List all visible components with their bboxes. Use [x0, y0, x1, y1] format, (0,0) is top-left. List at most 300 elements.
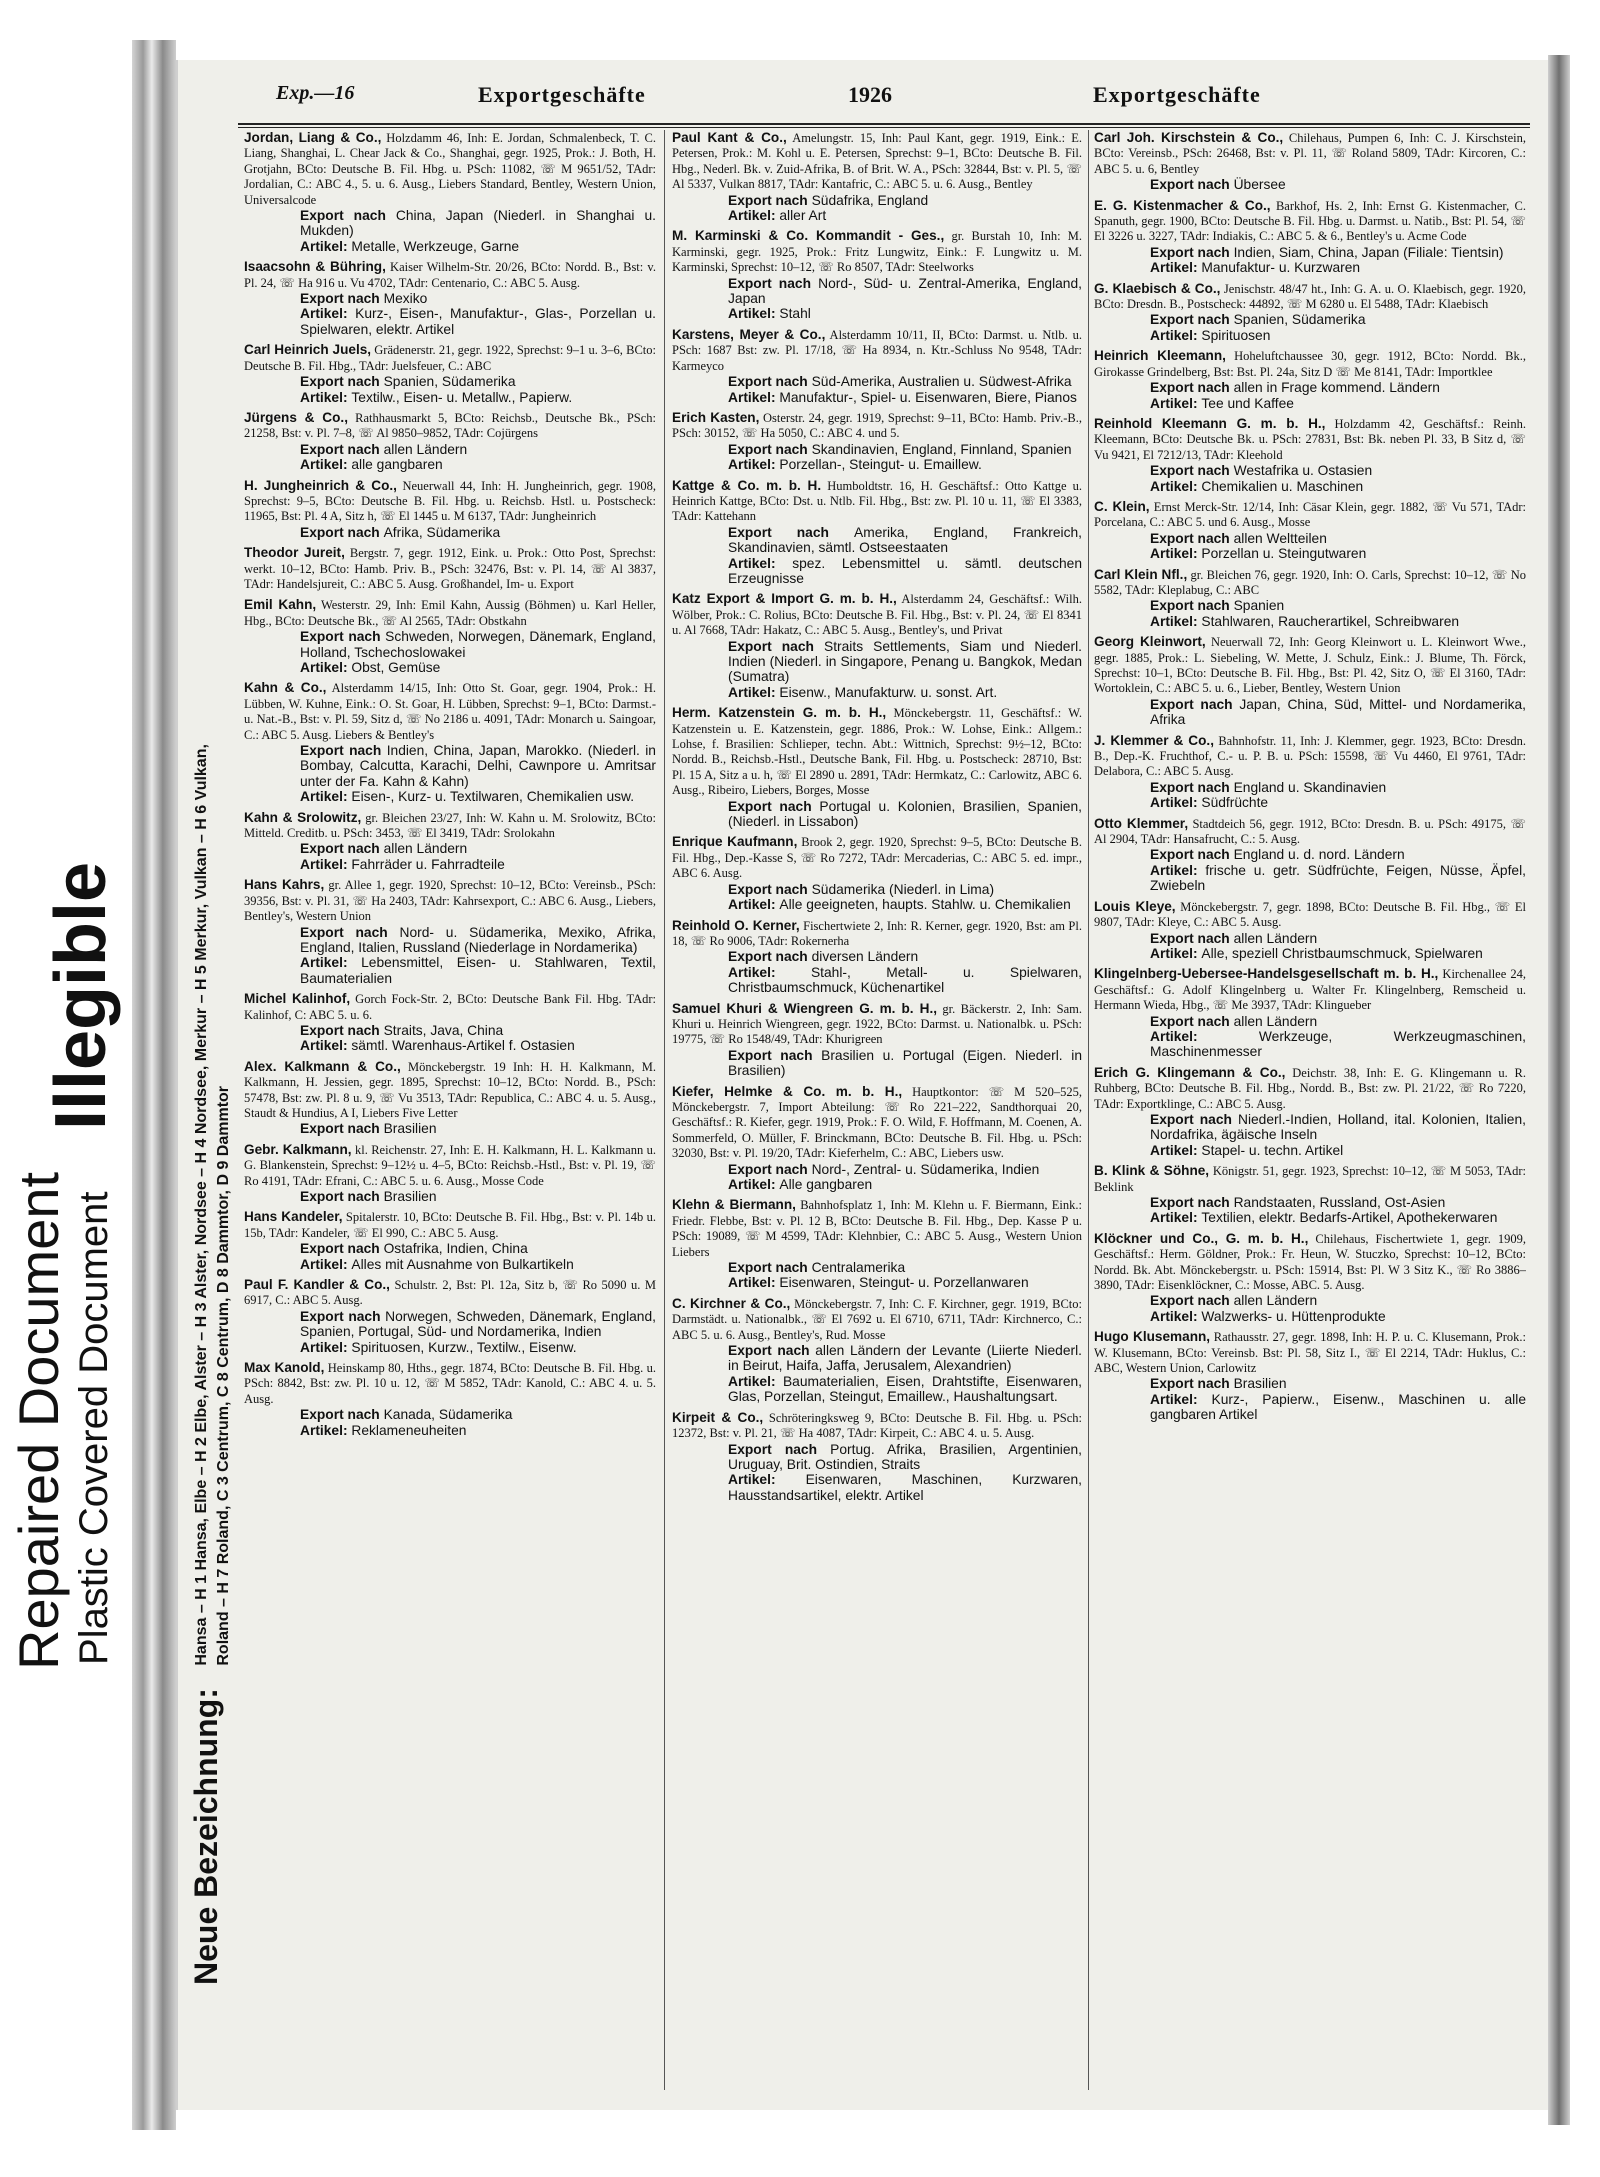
directory-entry — [244, 1209, 656, 1272]
article-line — [672, 390, 1082, 405]
firm-name: Max Kanold, — [244, 1360, 325, 1376]
export-label: Export nach — [728, 1047, 822, 1063]
article-list: Manufaktur-, Spiel- u. Eisenwaren, Biere, Pianos — [779, 389, 1077, 405]
export-destinations: allen Ländern — [1233, 930, 1318, 946]
export-label: Export nach — [1150, 380, 1234, 396]
export-label: Export nach — [300, 208, 396, 224]
article-list: Tee und Kaffee — [1201, 395, 1294, 411]
export-label: Export nach — [728, 638, 824, 654]
article-label: Artikel: — [728, 964, 811, 980]
entry-text — [672, 918, 1082, 950]
article-list: Textilien, elektr. Bedarfs-Artikel, Apothekerwaren — [1201, 1210, 1498, 1226]
article-list: Porzellan-, Steingut- u. Emaillew. — [779, 457, 982, 473]
directory-entry — [244, 810, 656, 873]
article-list: Eisenwaren, Maschinen, Kurzwaren, Hausstandsartikel, elektr. Artikel — [728, 1472, 1082, 1503]
article-line — [1094, 1309, 1526, 1324]
export-line — [244, 1241, 656, 1256]
firm-name: Kattge & Co. m. b. H. — [672, 477, 822, 493]
firm-name: Reinhold O. Kerner, — [672, 917, 800, 933]
entry-text — [1094, 130, 1526, 177]
export-line — [1094, 598, 1526, 613]
export-line — [244, 374, 656, 389]
firm-details: kl. Reichenstr. 27, Inh: E. H. Kalkmann, H. L. Kalkmann u. G. Blankenstein, Sprechst: 9–12½ u. 4–5, BCto: Reichsb.-Hstl., Bst: v. Pl. 19, ☏ Ro 4191, TAdr: Efrani, C.: ABC 5. u. 6. Ausg., Mosse Code — [244, 1142, 656, 1188]
export-destinations: Brasilien — [1233, 1376, 1287, 1392]
article-list: Spirituosen, Kurzw., Textilw., Eisenw. — [351, 1339, 577, 1355]
entry-text — [672, 130, 1082, 193]
directory-entry — [1094, 733, 1526, 811]
directory-entry — [672, 1084, 1082, 1193]
export-line — [1094, 847, 1526, 862]
entry-text — [1094, 899, 1526, 931]
export-label: Export nach — [300, 524, 384, 540]
export-destinations: Randstaaten, Russland, Ost-Asien — [1233, 1195, 1446, 1210]
export-destinations: Nord-, Zentral- u. Südamerika, Indien — [811, 1161, 1040, 1177]
article-line — [1094, 1143, 1526, 1158]
entry-text — [1094, 634, 1526, 697]
directory-entry — [1094, 634, 1526, 727]
firm-details: Bahnhofsplatz 1, Inh: M. Klehn u. F. Biermann, Eink.: Friedr. Flebbe, Bst: v. Pl. 12 B, BCto: Deutsche B. Fil. Hbg., Dep. Kasse P u. PSch: 19089, ☏ M 4599, TAdr: Klehnbier, C.: ABC 5. Ausg., Western Union Liebers — [672, 1198, 1082, 1259]
firm-name: Paul Kant & Co., — [672, 130, 787, 145]
export-label: Export nach — [728, 374, 812, 390]
article-list: Südfrüchte — [1201, 795, 1269, 811]
article-line — [1094, 946, 1526, 961]
article-label: Artikel: — [1150, 613, 1202, 629]
article-list: Kurz-, Eisen-, Manufaktur-, Glas-, Porzellan u. Spielwaren, elektr. Artikel — [300, 306, 656, 337]
export-line — [1094, 1112, 1526, 1143]
firm-details: Brook 2, gegr. 1920, Sprechst: 9–5, BCto: Deutsche B. Fil. Hbg., Dep.-Kasse S, ☏ Ro 7272, TAdr: Mercaderias, C.: ABC 5. ed. impr., ABC 6. Ausg. — [672, 835, 1082, 881]
entry-text — [244, 342, 656, 374]
export-line — [1094, 1293, 1526, 1308]
article-label: Artikel: — [728, 457, 780, 473]
article-label: Artikel: — [300, 306, 356, 322]
export-destinations: Niederl.-Indien, Holland, ital. Kolonien, Italien, Nordafrika, ägäische Inseln — [1150, 1111, 1526, 1143]
export-line — [1094, 312, 1526, 327]
article-label: Artikel: — [728, 897, 780, 913]
entry-text — [244, 130, 656, 208]
firm-name: Erich Kasten, — [672, 409, 760, 425]
export-label: Export nach — [1150, 779, 1234, 795]
firm-details: Rathausstr. 27, gegr. 1898, Inh: H. P. u. C. Klusemann, Prok.: W. Klusemann, BCto: Vereinsb. Bst: Pl. 58, Sitz I., ☏ El 2214, TAdr: Huklus, C.: ABC, Western Union, Carlowitz — [1094, 1330, 1526, 1376]
export-label: Export nach — [728, 1161, 812, 1177]
export-line — [1094, 245, 1526, 260]
firm-details: Fischertwiete 2, Inh: R. Kerner, gegr. 1920, Bst: am Pl. 18, ☏ Ro 9006, TAdr: Rokernerha — [672, 918, 1082, 948]
export-label: Export nach — [300, 1308, 386, 1324]
article-line — [1094, 863, 1526, 894]
firm-details: Ernst Merck-Str. 12/14, Inh: Cäsar Klein, gegr. 1882, ☏ Vu 571, TAdr: Porcelana, C.: ABC 5. und 6. Ausg., Mosse — [1094, 499, 1526, 530]
firm-details: Westerstr. 29, Inh: Emil Kahn, Aussig (Böhmen) u. Karl Heller, Hbg., BCto: Deutsche Bk., ☏ Al 2565, TAdr: Obstkahn — [244, 598, 656, 628]
notice-lines — [191, 744, 235, 1666]
firm-name: Carl Klein Nfl., — [1094, 566, 1188, 582]
article-label: Artikel: — [1150, 395, 1202, 411]
firm-name: Hans Kahrs, — [244, 877, 325, 893]
article-list: Alle, speziell Christbaumschmuck, Spielwaren — [1201, 945, 1483, 961]
directory-entry — [1094, 499, 1526, 562]
firm-name: Emil Kahn, — [244, 597, 317, 613]
directory-entry — [1094, 198, 1526, 276]
article-list: Spirituosen — [1201, 327, 1271, 343]
entry-text — [672, 410, 1082, 442]
article-label: Artikel: — [300, 660, 352, 675]
export-label: Export nach — [300, 841, 384, 857]
article-line — [672, 1275, 1082, 1290]
firm-details: Kirchenallee 24, Geschäftsf.: G. Adolf Klingelnberg u. Walter Fr. Klingelnberg, Remscheid u. Hermann Wieda, Hbg., ☏ Me 3937, TAdr: Klingueber — [1094, 967, 1526, 1013]
export-label: Export nach — [1150, 463, 1234, 479]
export-destinations: Indien, Siam, China, Japan (Filiale: Tientsin) — [1233, 244, 1504, 260]
export-line — [1094, 697, 1526, 728]
export-destinations: Brasilien u. Portugal (Eigen. Niederl. in Brasilien) — [728, 1047, 1082, 1079]
firm-name: Erich G. Klingemann & Co., — [1094, 1064, 1286, 1080]
export-destinations: Schweden, Norwegen, Dänemark, England, Holland, Tschechoslowakei — [300, 629, 656, 660]
page-binding — [132, 40, 176, 2130]
article-line — [1094, 1392, 1526, 1423]
article-label: Artikel: — [728, 306, 780, 322]
article-label: Artikel: — [300, 389, 352, 405]
export-label: Export nach — [300, 924, 400, 940]
article-list: Alle gangbaren — [779, 1177, 873, 1192]
firm-details: Barkhof, Hs. 2, Inh: Ernst G. Kistenmacher, C. Spanuth, gegr. 1900, BCto: Deutsche B. Fil. Hbg. u. Darmst. u. Natib., Bst: Pl. 54, ☏ El 3226 u. 3227, TAdr: Indiakis, C.: ABC 5. & 6., Bentley's u. Acme Code — [1094, 198, 1526, 244]
export-destinations: Süd-Amerika, Australien u. Südwest-Afrika — [811, 374, 1072, 390]
article-line — [244, 1340, 656, 1355]
firm-details: Hoheluftchaussee 30, gegr. 1912, BCto: Nordd. Bk., Girokasse Grindelberg, Bst: Bst. Pl. 24a, Sitz D ☏ Me 8141, TAdr: Importklee — [1094, 349, 1526, 379]
entry-text — [244, 1209, 656, 1241]
export-line — [244, 1189, 656, 1204]
export-line — [672, 1048, 1082, 1079]
directory-entry — [672, 410, 1082, 473]
export-line — [244, 743, 656, 789]
article-label: Artikel: — [300, 1256, 352, 1272]
firm-name: Michel Kalinhof, — [244, 991, 351, 1007]
article-label: Artikel: — [1150, 327, 1202, 343]
entry-text — [244, 991, 656, 1023]
export-destinations: Indien, China, Japan, Marokko. (Niederl. in Bombay, Calcutta, Karachi, Delhi, Cawnpore u. Amritsar unter der Fa. Kahn & Kahn) — [300, 743, 656, 789]
article-label: Artikel: — [728, 555, 793, 571]
article-line — [1094, 795, 1526, 810]
stamp-repaired-document: Repaired Document — [7, 1171, 70, 1670]
entry-text — [1094, 816, 1526, 848]
article-label: Artikel: — [300, 1038, 352, 1054]
article-list: Stahlwaren, Raucherartikel, Schreibwaren — [1201, 613, 1460, 629]
entry-text — [672, 327, 1082, 374]
article-label: Artikel: — [1150, 546, 1202, 562]
header-rule — [238, 123, 1530, 125]
firm-details: Königstr. 51, gegr. 1923, Sprechst: 10–12, ☏ M 5053, TAdr: Beklink — [1094, 1164, 1526, 1194]
article-label: Artikel: — [1150, 1028, 1259, 1044]
export-line — [672, 1260, 1082, 1275]
article-line — [1094, 614, 1526, 629]
directory-entry — [672, 1001, 1082, 1079]
firm-name: Enrique Kaufmann, — [672, 834, 798, 850]
firm-name: C. Klein, — [1094, 498, 1150, 514]
firm-details: Osterstr. 24, gegr. 1919, Sprechst: 9–11, BCto: Hamb. Priv.-B., PSch: 30152, ☏ Ha 5050, C.: ABC 4. und 5. — [672, 410, 1082, 441]
entry-text — [244, 1360, 656, 1407]
export-label: Export nach — [728, 441, 812, 457]
export-label: Export nach — [1150, 598, 1234, 614]
export-destinations: Mexiko — [383, 291, 428, 307]
column-2 — [672, 130, 1082, 2050]
export-line — [1094, 931, 1526, 946]
export-label: Export nach — [1150, 930, 1234, 946]
firm-name: Klehn & Biermann, — [672, 1197, 796, 1213]
firm-name: G. Klaebisch & Co., — [1094, 280, 1221, 296]
column-3 — [1094, 130, 1526, 1985]
export-line — [672, 1162, 1082, 1177]
article-line — [1094, 396, 1526, 411]
export-line — [1094, 780, 1526, 795]
article-label: Artikel: — [1150, 1210, 1202, 1226]
firm-details: Gorch Fock-Str. 2, BCto: Deutsche Bank Fil. Hbg. TAdr: Kalinhof, C: ABC 5. u. 6. — [244, 992, 656, 1022]
export-line — [244, 291, 656, 306]
article-list: Fahrräder u. Fahrradteile — [351, 856, 505, 872]
article-line — [244, 789, 656, 804]
firm-name: Jürgens & Co., — [244, 409, 348, 425]
entry-text — [1094, 1163, 1526, 1195]
article-list: spez. Lebensmittel u. sämtl. deutschen Erzeugnisse — [728, 555, 1082, 586]
entry-text — [672, 1084, 1082, 1162]
firm-details: Kaiser Wilhelm-Str. 20/26, BCto: Nordd. B., Bst: v. Pl. 24, ☏ Ha 916 u. Vu 4702, TAdr: Centenario, C.: ABC 5. Ausg. — [244, 260, 656, 290]
export-destinations: Afrika, Südamerika — [383, 524, 501, 540]
directory-entry — [1094, 567, 1526, 630]
directory-entry — [1094, 281, 1526, 344]
article-list: Stapel- u. techn. Artikel — [1201, 1142, 1344, 1158]
entry-text — [672, 478, 1082, 525]
export-label: Export nach — [1150, 1376, 1234, 1392]
article-list: frische u. getr. Südfrüchte, Feigen, Nüsse, Äpfel, Zwiebeln — [1150, 862, 1526, 894]
firm-details: Alsterdamm 24, Geschäftsf.: Wilh. Wölber, Prok.: C. Rolius, BCto: Deutsche B. Fil. Hbg., Bst: v. Pl. 24, ☏ El 8341 u. Al 7668, TAdr: Hakatz, C.: ABC 5. Ausg., Bentley's, und Privat — [672, 592, 1082, 638]
notice-heading: Neue Bezeichnung: — [188, 1688, 224, 1985]
article-list: Alles mit Ausnahme von Bulkartikeln — [351, 1256, 574, 1272]
entry-text — [244, 1142, 656, 1189]
export-destinations: China, Japan (Niederl. in Shanghai u. Mukden) — [300, 208, 656, 239]
firm-name: Isaacsohn & Bühring, — [244, 259, 386, 275]
directory-entry — [672, 918, 1082, 996]
export-line — [672, 442, 1082, 457]
firm-name: H. Jungheinrich & Co., — [244, 477, 397, 493]
export-destinations: Spanien, Südamerika — [383, 374, 516, 390]
header-rule-thin — [238, 127, 1530, 128]
export-destinations: Übersee — [1233, 177, 1286, 193]
export-label: Export nach — [300, 1121, 384, 1137]
article-list: Reklameneuheiten — [351, 1422, 467, 1438]
firm-details: Alsterdamm 10/11, II, BCto: Darmst. u. Ntlb. u. PSch: 1687 Bst: zw. Pl. 17/18, ☏ Ha 8934, n. Ktr.-Schluss No 9548, TAdr: Karmeyco — [672, 327, 1082, 373]
firm-name: Heinrich Kleemann, — [1094, 348, 1226, 364]
firm-details: gr. Bäckerstr. 2, Inh: Sam. Khuri u. Heinrich Wiengreen, gegr. 1922, BCto: Darmst. u. Nationalbk. u. PSch: 19775, ☏ Ro 1548/49, TAdr: Khurigreen — [672, 1001, 1082, 1047]
article-list: Manufaktur- u. Kurzwaren — [1201, 260, 1361, 276]
export-label: Export nach — [1150, 696, 1240, 712]
entry-text — [672, 705, 1082, 798]
export-destinations: Amerika, England, Frankreich, Skandinavien, sämtl. Ostseestaaten — [728, 524, 1082, 556]
firm-details: Deichstr. 38, Inh: E. G. Klingemann u. R. Ruhberg, BCto: Deutsche B. Fil. Hbg., Nordd. B., Bst: zw. Pl. 21/22, ☏ Ro 7220, TAdr: Exportklinge, C.: ABC 5. Ausg. — [1094, 1065, 1526, 1111]
article-label: Artikel: — [728, 1275, 780, 1291]
entry-text — [1094, 1329, 1526, 1376]
firm-name: Reinhold Kleemann G. m. b. H., — [1094, 415, 1326, 431]
export-label: Export nach — [300, 1241, 384, 1257]
export-line — [1094, 1376, 1526, 1391]
page-number: Exp.—16 — [276, 82, 355, 104]
article-label: Artikel: — [728, 1373, 783, 1389]
notice-line-1: Hansa – H 1 Hansa, Elbe – H 2 Elbe, Alster – H 3 Alster, Nordsee – H 4 Nordsee, Merkur – H 5 Merkur, Vulkan – H 6 Vulkan, — [192, 744, 210, 1666]
export-label: Export nach — [300, 1189, 384, 1204]
export-label: Export nach — [1150, 1013, 1234, 1029]
export-label: Export nach — [300, 1022, 384, 1038]
entry-text — [1094, 499, 1526, 531]
export-destinations: Ostafrika, Indien, China — [383, 1241, 528, 1257]
export-line — [672, 949, 1082, 964]
firm-name: Jordan, Liang & Co., — [244, 130, 382, 145]
directory-entry — [672, 834, 1082, 912]
article-list: Lebensmittel, Eisen- u. Stahlwaren, Textil, Baumaterialien — [300, 955, 656, 986]
article-label: Artikel: — [300, 238, 352, 254]
export-label: Export nach — [728, 1343, 816, 1359]
directory-entry — [244, 1360, 656, 1438]
export-destinations: Kanada, Südamerika — [383, 1407, 513, 1423]
firm-name: Hugo Klusemann, — [1094, 1329, 1211, 1345]
export-destinations: allen Ländern — [1233, 1013, 1318, 1029]
export-label: Export nach — [1150, 847, 1234, 863]
export-destinations: Japan, China, Süd, Mittel- und Nordamerika, Afrika — [1150, 696, 1526, 728]
article-label: Artikel: — [728, 389, 780, 405]
firm-details: Chilehaus, Fischertwiete 1, gegr. 1909, Geschäftsf.: Herm. Göldner, Prok.: Fr. Heun, W. Stuczko, Sprechst: 10–12, BCto: Nordd. Bk. Abt. Mönckebergstr. u. PSch: 15914, Bst: Pl. W 3 Sitz K., ☏ Ro 3886–3890, TAdr: Eisenklöckner, C.: Mosse, ABC. 5. Ausg. — [1094, 1231, 1526, 1293]
column-divider — [1088, 130, 1089, 2090]
export-line — [244, 1121, 656, 1136]
directory-entry — [672, 478, 1082, 587]
export-destinations: England u. Skandinavien — [1233, 779, 1387, 795]
article-list: Eisen-, Kurz- u. Textilwaren, Chemikalien usw. — [351, 789, 635, 805]
directory-entry — [244, 1277, 656, 1355]
firm-details: Schulstr. 2, Bst: Pl. 12a, Sitz b, ☏ Ro 5090 u. M 6917, C.: ABC 5. Ausg. — [244, 1278, 656, 1308]
export-line — [244, 208, 656, 239]
directory-entry — [1094, 1065, 1526, 1158]
export-label: Export nach — [1150, 1111, 1238, 1127]
entry-text — [672, 1197, 1082, 1260]
firm-details: Schröteringksweg 9, BCto: Deutsche B. Fil. Hbg. u. PSch: 12372, Bst: v. Pl. 21, ☏ Ha 4087, TAdr: Kirpeit, C.: ABC 4. u. 5. Ausg. — [672, 1410, 1082, 1441]
article-list: Obst, Gemüse — [351, 660, 441, 675]
article-label: Artikel: — [1150, 1308, 1202, 1324]
firm-details: Stadtdeich 56, gegr. 1912, BCto: Dresdn. B. u. PSch: 49175, ☏ Al 2904, TAdr: Hansafrucht, C.: 5. Ausg. — [1094, 816, 1526, 847]
export-destinations: allen in Frage kommend. Ländern — [1233, 380, 1440, 396]
article-line — [672, 1177, 1082, 1192]
entry-text — [1094, 1065, 1526, 1112]
export-line — [244, 925, 656, 956]
entry-text — [244, 478, 656, 525]
entry-text — [1094, 567, 1526, 599]
entry-text — [672, 1001, 1082, 1048]
article-list: Stahl-, Metall- u. Spielwaren, Christbaumschmuck, Küchenartikel — [728, 964, 1082, 996]
export-line — [672, 276, 1082, 307]
article-line — [1094, 260, 1526, 275]
export-destinations: allen Weltteilen — [1233, 530, 1327, 546]
entry-text — [244, 259, 656, 291]
directory-entry — [244, 410, 656, 473]
directory-entry — [1094, 416, 1526, 494]
firm-details: Spitalerstr. 10, BCto: Deutsche B. Fil. Hbg., Bst: v. Pl. 14b u. 15b, TAdr: Kandeler, ☏ El 990, C.: ABC 5. Ausg. — [244, 1210, 656, 1240]
export-line — [672, 193, 1082, 208]
entry-text — [244, 545, 656, 592]
directory-entry — [244, 130, 656, 254]
stamp-plastic-covered-document: Plastic Covered Document — [72, 1191, 116, 1665]
entry-text — [244, 1059, 656, 1122]
article-list: aller Art — [779, 208, 827, 224]
directory-entry — [672, 130, 1082, 223]
firm-name: Carl Joh. Kirschstein & Co., — [1094, 130, 1284, 145]
article-line — [1094, 546, 1526, 561]
firm-name: Herm. Katzenstein G. m. b. H., — [672, 705, 887, 721]
firm-name: Louis Kleye, — [1094, 898, 1176, 914]
export-label: Export nach — [300, 629, 386, 645]
export-line — [1094, 1195, 1526, 1210]
export-line — [1094, 463, 1526, 478]
article-line — [244, 390, 656, 405]
directory-entry — [1094, 1329, 1526, 1422]
firm-details: gr. Burstah 10, Inh: M. Karminski, gegr. 1925, Prok.: Fritz Lungwitz, Eink.: F. Lungwitz u. M. Karminski, Sprechst: 10–12, ☏ Ro 8507, TAdr: Steelworks — [672, 229, 1082, 275]
article-list: Textilw., Eisen- u. Metallw., Papierw. — [351, 389, 573, 405]
export-label: Export nach — [728, 881, 812, 897]
export-label: Export nach — [1150, 1195, 1234, 1210]
article-list: alle gangbaren — [351, 457, 443, 473]
article-line — [244, 1423, 656, 1438]
firm-details: Holzdamm 46, Inh: E. Jordan, Schmalenbeck, T. C. Liang, Shanghai, L. Chear Jack & Co., Shanghai, gegr. 1925, Prok.: J. Both, H. Grotjahn, BCto: Deutsche B. Fil. Hbg. u. PSch: 11082, ☏ M 9651/52, TAdr: Jordalian, C.: ABC 4., 5. u. 6. Ausg., Liebers Standard, Bentley, Western Union, Universalcode — [244, 131, 656, 207]
article-label: Artikel: — [1150, 945, 1202, 961]
entry-text — [1094, 1231, 1526, 1294]
export-destinations: Südamerika (Niederl. in Lima) — [811, 881, 995, 897]
export-line — [672, 374, 1082, 389]
article-line — [244, 660, 656, 675]
export-destinations: Spanien, Südamerika — [1233, 312, 1366, 328]
export-label: Export nach — [1150, 1293, 1234, 1309]
article-line — [672, 1472, 1082, 1503]
firm-name: Gebr. Kalkmann, — [244, 1141, 352, 1157]
firm-name: E. G. Kistenmacher & Co., — [1094, 197, 1271, 213]
export-label: Export nach — [300, 1407, 384, 1423]
export-label: Export nach — [1150, 177, 1234, 193]
article-line — [672, 1374, 1082, 1405]
export-destinations: England u. d. nord. Ländern — [1233, 847, 1405, 863]
entry-text — [1094, 198, 1526, 245]
directory-entry — [244, 991, 656, 1054]
entry-text — [244, 810, 656, 842]
entry-text — [672, 228, 1082, 275]
firm-details: Bergstr. 7, gegr. 1912, Eink. u. Prok.: Otto Post, Sprechst: werkt. 10–12, BCto: Hamb. Priv. B., PSch: 32476, Bst: v. Pl. 14, ☏ Al 3837, TAdr: Handelsjureit, C.: ABC 5. Ausg. Großhandel, Im- u. Export — [244, 546, 656, 591]
entry-text — [1094, 966, 1526, 1013]
export-destinations: Skandinavien, England, Finnland, Spanien — [811, 441, 1072, 457]
firm-name: Kiefer, Helmke & Co. m. b. H., — [672, 1083, 903, 1099]
export-line — [244, 1023, 656, 1038]
export-destinations: Centralamerika — [811, 1260, 906, 1276]
firm-details: Neuerwall 72, Inh: Georg Kleinwort u. L. Kleinwort Wwe., gegr. 1885, Prok.: L. Siebeling, W. Mette, J. Schulz, Eink.: J. Blume, Th. Förck, Sprechst: 10–1, BCto: Deutsche B. Fil. Hbg., Bst: Pl. 42, Sitz O, ☏ El 3160, TAdr: Wortoklein, C.: ABC 5. u. 6., Lieber, Bentley, Western Union — [1094, 635, 1526, 696]
firm-name: Kahn & Srolowitz, — [244, 809, 362, 825]
firm-name: Hans Kandeler, — [244, 1209, 343, 1225]
article-label: Artikel: — [1150, 1142, 1202, 1158]
firm-details: Bahnhofstr. 11, Inh: J. Klemmer, gegr. 1923, BCto: Dresdn. B., Dep.-K. Fruchthof, C.- u. P. B. u. PSch: 15598, ☏ Vu 4460, El 9761, TAdr: Delabora, C.: ABC 5. Ausg. — [1094, 733, 1526, 779]
article-line — [244, 239, 656, 254]
article-label: Artikel: — [728, 208, 780, 224]
directory-entry — [244, 680, 656, 804]
article-label: Artikel: — [300, 1422, 352, 1438]
article-line — [244, 1257, 656, 1272]
article-line — [1094, 1210, 1526, 1225]
entry-text — [1094, 281, 1526, 313]
article-line — [1094, 328, 1526, 343]
export-label: Export nach — [300, 441, 384, 457]
firm-name: Kirpeit & Co., — [672, 1409, 764, 1425]
stamp-illegible: Illegible — [41, 861, 121, 1130]
firm-details: Rathhausmarkt 5, BCto: Reichsb., Deutsche Bk., PSch: 21258, Bst: v. Pl. 7–8, ☏ Al 9850–9852, TAdr: Cojürgens — [244, 410, 656, 441]
entry-text — [244, 597, 656, 629]
export-label: Export nach — [728, 524, 854, 540]
article-label: Artikel: — [300, 856, 352, 872]
export-line — [672, 882, 1082, 897]
entry-text — [1094, 416, 1526, 463]
firm-name: Karstens, Meyer & Co., — [672, 326, 826, 342]
